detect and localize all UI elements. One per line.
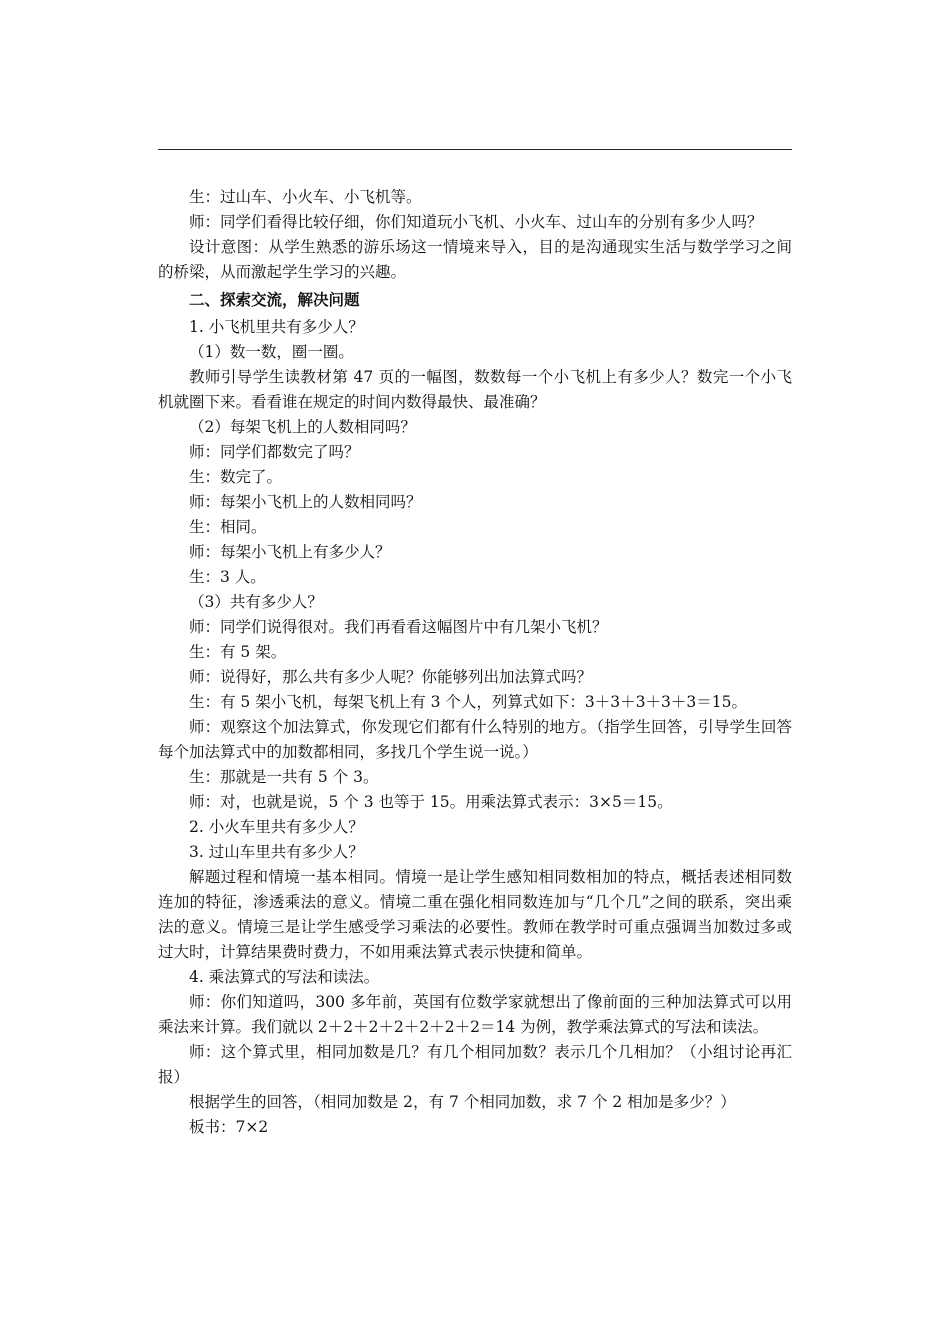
paragraph: 师：每架小飞机上有多少人？ xyxy=(189,543,391,561)
paragraph: （2）每架飞机上的人数相同吗？ xyxy=(189,418,416,436)
paragraph: 师：你们知道吗，300 多年前，英国有位数学家就想出了像前面的三种加法算式可以用乘法来计算。我们就以 2＋2＋2＋2＋2＋2＋2＝14 为例，教学乘法算式的写法和读法。 xyxy=(158,993,792,1036)
paragraph: 板书：7×2 xyxy=(189,1118,269,1136)
paragraph: 4. 乘法算式的写法和读法。 xyxy=(189,968,380,986)
paragraph: 2. 小火车里共有多少人？ xyxy=(189,818,364,836)
paragraph: 师：同学们都数完了吗？ xyxy=(189,443,360,461)
paragraph: （1）数一数，圈一圈。 xyxy=(189,343,354,361)
paragraph: 解题过程和情境一基本相同。情境一是让学生感知相同数相加的特点，概括表述相同数连加的特征，渗透乘法的意义。情境二重在强化相同数连加与“几个几”之间的联系，突出乘法的意义。情境三是让学生感受学习乘法的必要性。教师在教学时可重点强调当加数过多或过大时，计算结果费时费力，不如用乘法算式表示快捷和简单。 xyxy=(158,868,792,961)
paragraph: 3. 过山车里共有多少人？ xyxy=(189,843,364,861)
paragraph: 师：同学们说得很对。我们再看看这幅图片中有几架小飞机？ xyxy=(189,618,608,636)
paragraph: （3）共有多少人？ xyxy=(189,593,323,611)
paragraph: 师：对，也就是说，5 个 3 也等于 15。用乘法算式表示：3×5＝15。 xyxy=(189,793,673,811)
paragraph: 根据学生的回答，（相同加数是 2，有 7 个相同加数，求 7 个 2 相加是多少？） xyxy=(189,1093,736,1111)
paragraph: 生：有 5 架。 xyxy=(189,643,287,661)
paragraph: 设计意图：从学生熟悉的游乐场这一情境来导入，目的是沟通现实生活与数学学习之间的桥梁，从而激起学生学习的兴趣。 xyxy=(158,238,792,281)
paragraph: 1. 小飞机里共有多少人？ xyxy=(189,318,364,336)
paragraph: 生：那就是一共有 5 个 3。 xyxy=(189,768,379,786)
paragraph: 师：这个算式里，相同加数是几？有几个相同加数？表示几个几相加？（小组讨论再汇报） xyxy=(158,1043,792,1086)
paragraph: 教师引导学生读教材第 47 页的一幅图，数数每一个小飞机上有多少人？数完一个小飞机就圈下来。看看谁在规定的时间内数得最快、最准确？ xyxy=(158,368,792,411)
paragraph: 生：有 5 架小飞机，每架飞机上有 3 个人，列算式如下：3＋3＋3＋3＋3＝15。 xyxy=(189,693,747,711)
paragraph: 师：观察这个加法算式，你发现它们都有什么特别的地方。（指学生回答，引导学生回答每个加法算式中的加数都相同，多找几个学生说一说。） xyxy=(158,718,792,761)
header-rule xyxy=(158,149,792,150)
paragraph: 生：过山车、小火车、小飞机等。 xyxy=(189,188,422,206)
paragraph: 生：相同。 xyxy=(189,518,267,536)
section-heading: 二、探索交流，解决问题 xyxy=(189,290,360,309)
paragraph: 师：同学们看得比较仔细，你们知道玩小飞机、小火车、过山车的分别有多少人吗？ xyxy=(189,213,763,231)
paragraph: 师：每架小飞机上的人数相同吗？ xyxy=(189,493,422,511)
paragraph: 生：3 人。 xyxy=(189,568,266,586)
document-body xyxy=(158,185,792,1140)
paragraph: 生：数完了。 xyxy=(189,468,283,486)
paragraph: 师：说得好，那么共有多少人呢？你能够列出加法算式吗？ xyxy=(189,668,593,686)
